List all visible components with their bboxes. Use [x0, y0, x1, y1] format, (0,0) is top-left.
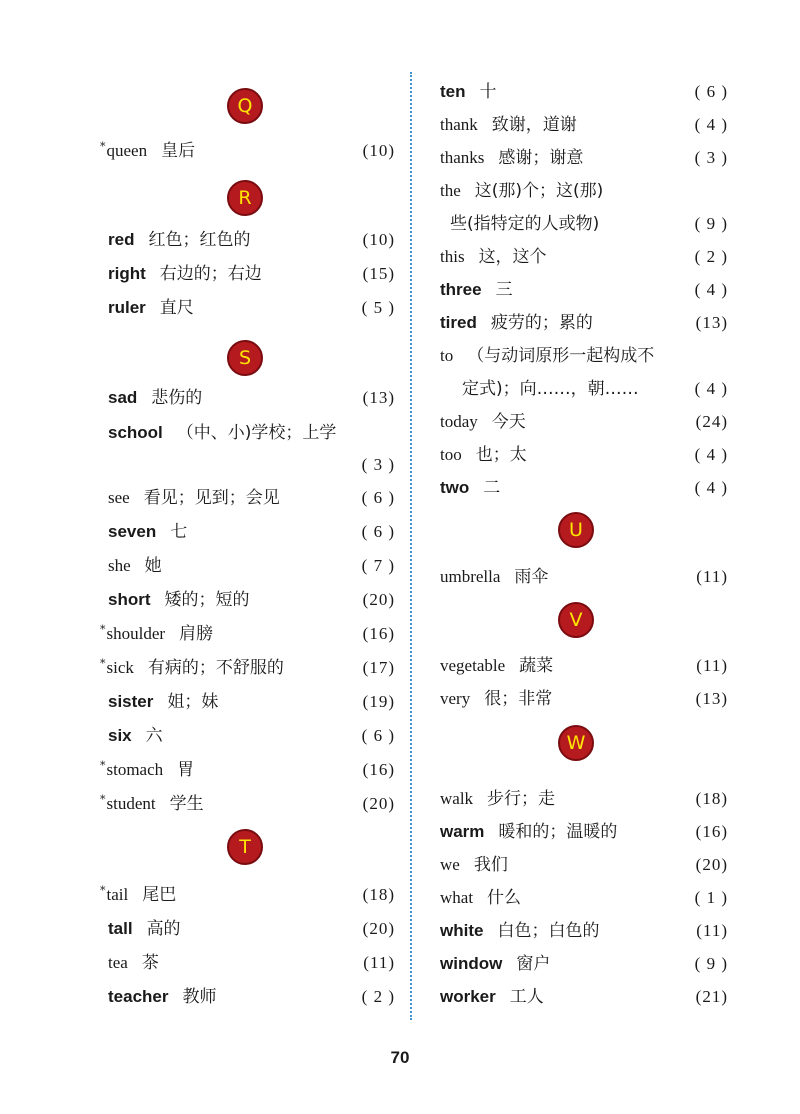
- entry-page-ref: (10): [362, 141, 395, 160]
- entry-three: [440, 277, 728, 303]
- entry-word: what: [440, 888, 474, 907]
- entry-meaning: 直尺: [159, 298, 194, 318]
- entry-page-ref: ( 6 ): [361, 488, 395, 507]
- entry-page-line: [118, 452, 395, 478]
- entry-meaning: 尾巴: [142, 885, 177, 905]
- entry-page-ref: ( 4 ): [694, 115, 728, 134]
- entry-ten: [440, 79, 728, 105]
- entry-word: student: [106, 794, 156, 813]
- entry-word: to: [440, 346, 454, 365]
- entry-meaning: 步行；走: [487, 789, 556, 809]
- entry-the: [440, 178, 728, 204]
- entry-page-ref: ( 5 ): [361, 298, 395, 317]
- entry-page-ref: (11): [696, 656, 728, 675]
- entry-word: this: [440, 247, 465, 266]
- entry-six: [108, 723, 395, 749]
- entry-meaning: （中、小)学校；上学: [176, 423, 337, 443]
- entry-tired: [440, 310, 728, 336]
- entry-page-ref: (20): [362, 794, 395, 813]
- entry-tail: [100, 882, 395, 908]
- entry-meaning: 白色；白色的: [497, 921, 600, 941]
- entry-page-ref: ( 4 ): [694, 445, 728, 464]
- entry-umbrella: [440, 564, 728, 590]
- entry-page-ref: (19): [362, 692, 395, 711]
- section-letter-r: R: [227, 180, 263, 216]
- entry-page-ref: ( 4 ): [694, 379, 728, 398]
- entry-vegetable: [440, 653, 728, 679]
- entry-meaning: 右边的；右边: [159, 264, 262, 284]
- entry-meaning: 悲伤的: [151, 388, 203, 408]
- entry-tea: [108, 950, 395, 976]
- entry-sister: [108, 689, 395, 715]
- entry-right: [108, 261, 395, 287]
- entry-meaning-continued: 定式)；向……，朝……: [462, 379, 639, 399]
- entry-word: right: [108, 264, 146, 283]
- entry-meaning: 疲劳的；累的: [490, 313, 593, 333]
- asterisk-mark: *: [100, 793, 106, 806]
- entry-word: short: [108, 590, 151, 609]
- entry-page-ref: (16): [695, 822, 728, 841]
- section-letter-t: T: [227, 829, 263, 865]
- entry-seven: [108, 519, 395, 545]
- entry-meaning: 二: [483, 478, 501, 498]
- column-divider: [410, 72, 412, 1020]
- entry-word: queen: [106, 141, 148, 160]
- entry-page-ref: (21): [695, 987, 728, 1006]
- entry-page-ref: (15): [362, 264, 395, 283]
- entry-page-ref: (13): [695, 689, 728, 708]
- entry-page-ref: (10): [362, 230, 395, 249]
- entry-word: stomach: [106, 760, 164, 779]
- entry-page-ref: ( 9 ): [694, 214, 728, 233]
- entry-meaning: 暖和的；温暖的: [498, 822, 618, 842]
- entry-word: today: [440, 412, 478, 431]
- entry-word: window: [440, 954, 503, 973]
- entry-sick: [100, 655, 395, 681]
- entry-page-ref: ( 7 ): [361, 556, 395, 575]
- entry-meaning: 工人: [509, 987, 544, 1007]
- entry-ruler: [108, 295, 395, 321]
- entry-meaning-continued: 些(指特定的人或物): [450, 214, 600, 234]
- entry-meaning: 高的: [146, 919, 181, 939]
- section-letter-s: S: [227, 340, 263, 376]
- entry-teacher: [108, 984, 395, 1010]
- entry-too: [440, 442, 728, 468]
- entry-meaning: 这(那)个；这(那): [474, 181, 604, 201]
- entry-page-ref: ( 3 ): [694, 148, 728, 167]
- entry-word: too: [440, 445, 462, 464]
- entry-meaning: 感谢；谢意: [498, 148, 584, 168]
- entry-meaning: 也；太: [475, 445, 527, 465]
- entry-page-ref: ( 2 ): [694, 247, 728, 266]
- entry-continuation: [450, 211, 728, 237]
- entry-very: [440, 686, 728, 712]
- entry-short: [108, 587, 395, 613]
- entry-meaning: 什么: [487, 888, 522, 908]
- entry-page-ref: (11): [363, 953, 395, 972]
- entry-meaning: 胃: [177, 760, 195, 780]
- entry-page-ref: (17): [362, 658, 395, 677]
- entry-two: [440, 475, 728, 501]
- section-letter-u: U: [558, 512, 594, 548]
- entry-page-ref: (13): [362, 388, 395, 407]
- entry-sad: [108, 385, 395, 411]
- entry-meaning: 十: [479, 82, 497, 102]
- entry-word: thank: [440, 115, 478, 134]
- entry-school: [108, 420, 395, 446]
- entry-meaning: 茶: [141, 953, 159, 973]
- entry-meaning: 皇后: [161, 141, 196, 161]
- entry-today: [440, 409, 728, 435]
- entry-page-ref: (24): [695, 412, 728, 431]
- entry-meaning: 六: [145, 726, 163, 746]
- entry-word: the: [440, 181, 461, 200]
- entry-worker: [440, 984, 728, 1010]
- entry-word: ten: [440, 82, 466, 101]
- entry-word: shoulder: [106, 624, 166, 643]
- entry-white: [440, 918, 728, 944]
- entry-meaning: 这，这个: [478, 247, 547, 267]
- entry-word: tall: [108, 919, 133, 938]
- entry-meaning: 肩膀: [179, 624, 214, 644]
- entry-page-ref: ( 9 ): [694, 954, 728, 973]
- entry-page-ref: (20): [362, 590, 395, 609]
- entry-word: six: [108, 726, 132, 745]
- asterisk-mark: *: [100, 140, 106, 153]
- entry-word: seven: [108, 522, 157, 541]
- entry-walk: [440, 786, 728, 812]
- entry-page-ref: ( 4 ): [694, 478, 728, 497]
- section-letter-q: Q: [227, 88, 263, 124]
- entry-tall: [108, 916, 395, 942]
- entry-meaning: 雨伞: [514, 567, 549, 587]
- entry-meaning: 她: [144, 556, 162, 576]
- entry-word: white: [440, 921, 484, 940]
- entry-meaning: 七: [170, 522, 188, 542]
- entry-word: walk: [440, 789, 474, 808]
- asterisk-mark: *: [100, 623, 106, 636]
- entry-this: [440, 244, 728, 270]
- entry-thank: [440, 112, 728, 138]
- entry-word: vegetable: [440, 656, 506, 675]
- asterisk-mark: *: [100, 657, 106, 670]
- entry-stomach: [100, 757, 395, 783]
- entry-word: sick: [106, 658, 134, 677]
- entry-page-ref: (18): [362, 885, 395, 904]
- entry-meaning: （与动词原形一起构成不: [467, 346, 655, 366]
- entry-word: sister: [108, 692, 154, 711]
- entry-page-ref: (11): [696, 921, 728, 940]
- entry-meaning: 看见；见到；会见: [143, 488, 280, 508]
- entry-queen: [100, 138, 395, 164]
- asterisk-mark: *: [100, 759, 106, 772]
- entry-shoulder: [100, 621, 395, 647]
- entry-page-ref: (20): [695, 855, 728, 874]
- entry-word: sad: [108, 388, 138, 407]
- entry-page-ref: ( 1 ): [694, 888, 728, 907]
- entry-page-ref: (18): [695, 789, 728, 808]
- entry-meaning: 蔬菜: [519, 656, 554, 676]
- entry-word: red: [108, 230, 135, 249]
- entry-meaning: 红色；红色的: [148, 230, 251, 250]
- entry-meaning: 致谢，道谢: [491, 115, 577, 135]
- entry-to: [440, 343, 728, 369]
- entry-page-ref: ( 6 ): [361, 726, 395, 745]
- entry-meaning: 我们: [473, 855, 508, 875]
- entry-word: ruler: [108, 298, 146, 317]
- entry-word: worker: [440, 987, 496, 1006]
- entry-what: [440, 885, 728, 911]
- entry-page-ref: (16): [362, 624, 395, 643]
- entry-see: [108, 485, 395, 511]
- section-letter-v: V: [558, 602, 594, 638]
- entry-word: tired: [440, 313, 477, 332]
- entry-meaning: 矮的；短的: [164, 590, 250, 610]
- entry-word: three: [440, 280, 482, 299]
- entry-word: school: [108, 423, 163, 442]
- entry-we: [440, 852, 728, 878]
- entry-thanks: [440, 145, 728, 171]
- entry-page-ref: (20): [362, 919, 395, 938]
- entry-word: umbrella: [440, 567, 501, 586]
- entry-student: [100, 791, 395, 817]
- entry-word: very: [440, 689, 471, 708]
- entry-meaning: 教师: [182, 987, 217, 1007]
- entry-continuation: [462, 376, 728, 402]
- entry-word: thanks: [440, 148, 485, 167]
- entry-word: warm: [440, 822, 485, 841]
- entry-red: [108, 227, 395, 253]
- entry-page-ref: ( 6 ): [361, 522, 395, 541]
- entry-word: two: [440, 478, 470, 497]
- entry-word: she: [108, 556, 131, 575]
- entry-page-ref: ( 2 ): [361, 987, 395, 1006]
- entry-word: we: [440, 855, 460, 874]
- entry-page-ref: ( 4 ): [694, 280, 728, 299]
- entry-meaning: 有病的；不舒服的: [147, 658, 284, 678]
- entry-word: tail: [106, 885, 129, 904]
- entry-page-ref: (11): [696, 567, 728, 586]
- entry-page-ref: (13): [695, 313, 728, 332]
- section-letter-w: W: [558, 725, 594, 761]
- entry-window: [440, 951, 728, 977]
- entry-meaning: 今天: [491, 412, 526, 432]
- entry-she: [108, 553, 395, 579]
- entry-page-ref: ( 6 ): [694, 82, 728, 101]
- asterisk-mark: *: [100, 884, 106, 897]
- entry-page-ref: (16): [362, 760, 395, 779]
- entry-meaning: 学生: [169, 794, 204, 814]
- entry-meaning: 三: [495, 280, 513, 300]
- entry-meaning: 窗户: [516, 954, 551, 974]
- entry-word: see: [108, 488, 130, 507]
- page-number: 70: [390, 1048, 410, 1067]
- entry-word: teacher: [108, 987, 169, 1006]
- entry-word: tea: [108, 953, 128, 972]
- entry-meaning: 很；非常: [484, 689, 553, 709]
- entry-meaning: 姐；妹: [167, 692, 219, 712]
- entry-warm: [440, 819, 728, 845]
- entry-page-ref: ( 3 ): [361, 455, 395, 474]
